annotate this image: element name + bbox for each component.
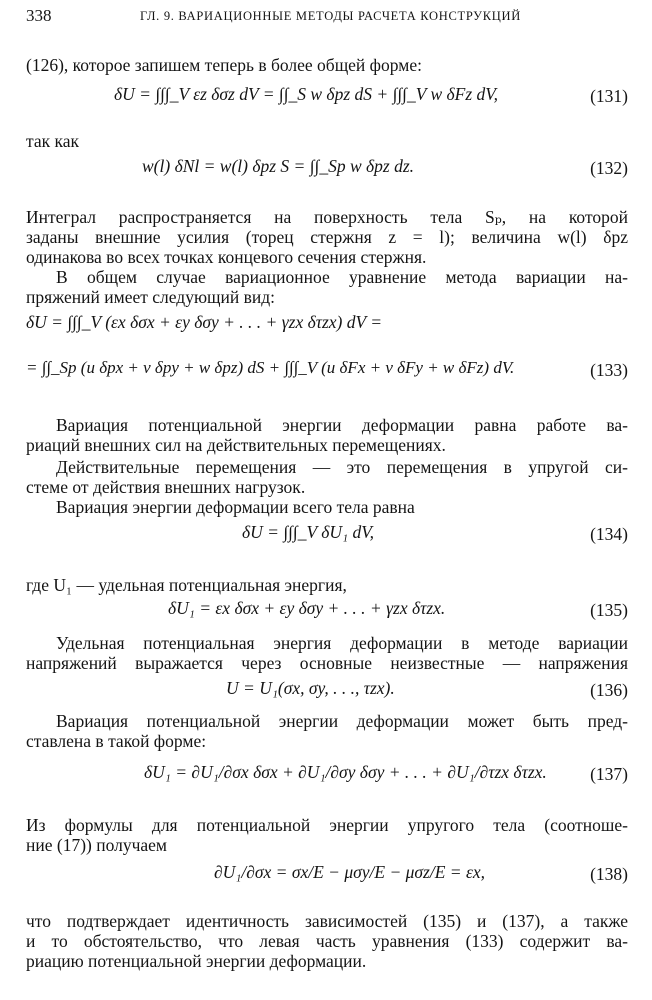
page-number: 338 (26, 6, 52, 25)
text-line: Из формулы для потенциальной энергии упругого тела (соотноше- (26, 815, 628, 835)
equation-number: (134) (590, 524, 628, 544)
equation-formula: = ∫∫_Sp (u δpx + v δpy + w δpz) dS + ∫∫∫_V (u δFx + v δFy + w δFz) dV. (26, 358, 515, 377)
equation-formula: δU = ∫∫∫_V δU₁ dV, (242, 522, 375, 542)
text-line: В общем случае вариационное уравнение метода вариации на- (56, 267, 628, 287)
text-line: одинакова во всех точках концевого сечения стержня. (26, 247, 427, 267)
equation-number: (133) (590, 360, 628, 380)
text-line: риацию потенциальной энергии деформации. (26, 951, 367, 971)
text-line: Вариация энергии деформации всего тела равна (56, 497, 415, 517)
text-line: Вариация потенциальной энергии деформации равна работе ва- (56, 415, 628, 435)
equation-133 (26, 352, 628, 392)
running-title: ГЛ. 9. ВАРИАЦИОННЫЕ МЕТОДЫ РАСЧЕТА КОНСТРУКЦИЙ (140, 9, 521, 23)
text-line: напряжений выражается через основные неизвестные — напряжения (26, 653, 628, 673)
equation-formula: δU = ∫∫∫_V εz δσz dV = ∫∫_S w δpz dS + ∫∫∫_V w δFz dV, (114, 84, 499, 104)
text-line: заданы внешние усилия (торец стержня z = l); величина w(l) δpz (26, 227, 628, 247)
equation-formula: ∂U₁/∂σx = σx/E − μσy/E − μσz/E = εx, (214, 862, 486, 882)
text-line: так как (26, 131, 80, 151)
equation-131 (26, 78, 628, 118)
equation-135 (26, 592, 628, 632)
text-line: Интеграл распространяется на поверхность тела Sₚ, на которой (26, 207, 628, 227)
equation-formula: U = U₁(σx, σy, . . ., τzx). (226, 678, 395, 698)
equation-133a (26, 306, 628, 346)
text-line: стеме от действия внешних нагрузок. (26, 477, 306, 497)
text-line: Действительные перемещения — это перемещения в упругой си- (56, 457, 628, 477)
equation-138 (26, 856, 628, 896)
text-line: риаций внешних сил на действительных перемещениях. (26, 435, 446, 455)
equation-number: (136) (590, 680, 628, 700)
equation-formula: δU = ∫∫∫_V (εx δσx + εy δσy + . . . + γzx δτzx) dV = (26, 312, 383, 332)
equation-number: (132) (590, 158, 628, 178)
running-header (26, 6, 628, 30)
text-line: пряжений имеет следующий вид: (26, 287, 275, 307)
text-line: что подтверждает идентичность зависимостей (135) и (137), а также (26, 911, 628, 931)
text-line: (126), которое запишем теперь в более общей форме: (26, 55, 422, 75)
equation-formula: δU₁ = ∂U₁/∂σx δσx + ∂U₁/∂σy δσy + . . . + ∂U₁/∂τzx δτzx. (144, 762, 547, 782)
text-line: где U₁ — удельная потенциальная энергия, (26, 575, 347, 595)
equation-134 (26, 516, 628, 556)
equation-136 (26, 672, 628, 712)
equation-number: (135) (590, 600, 628, 620)
text-line: Удельная потенциальная энергия деформации в методе вариации (56, 633, 628, 653)
text-line: ние (17)) получаем (26, 835, 168, 855)
equation-137 (26, 756, 628, 796)
equation-number: (137) (590, 764, 628, 784)
equation-formula: w(l) δNl = w(l) δpz S = ∫∫_Sp w δpz dz. (142, 156, 415, 176)
text-line: и то обстоятельство, что левая часть уравнения (133) содержит ва- (26, 931, 628, 951)
equation-number: (138) (590, 864, 628, 884)
text-line: Вариация потенциальной энергии деформации может быть пред- (56, 711, 628, 731)
text-line: ставлена в такой форме: (26, 731, 207, 751)
equation-formula: δU₁ = εx δσx + εy δσy + . . . + γzx δτzx. (168, 598, 446, 618)
equation-132 (26, 150, 628, 190)
equation-number: (131) (590, 86, 628, 106)
